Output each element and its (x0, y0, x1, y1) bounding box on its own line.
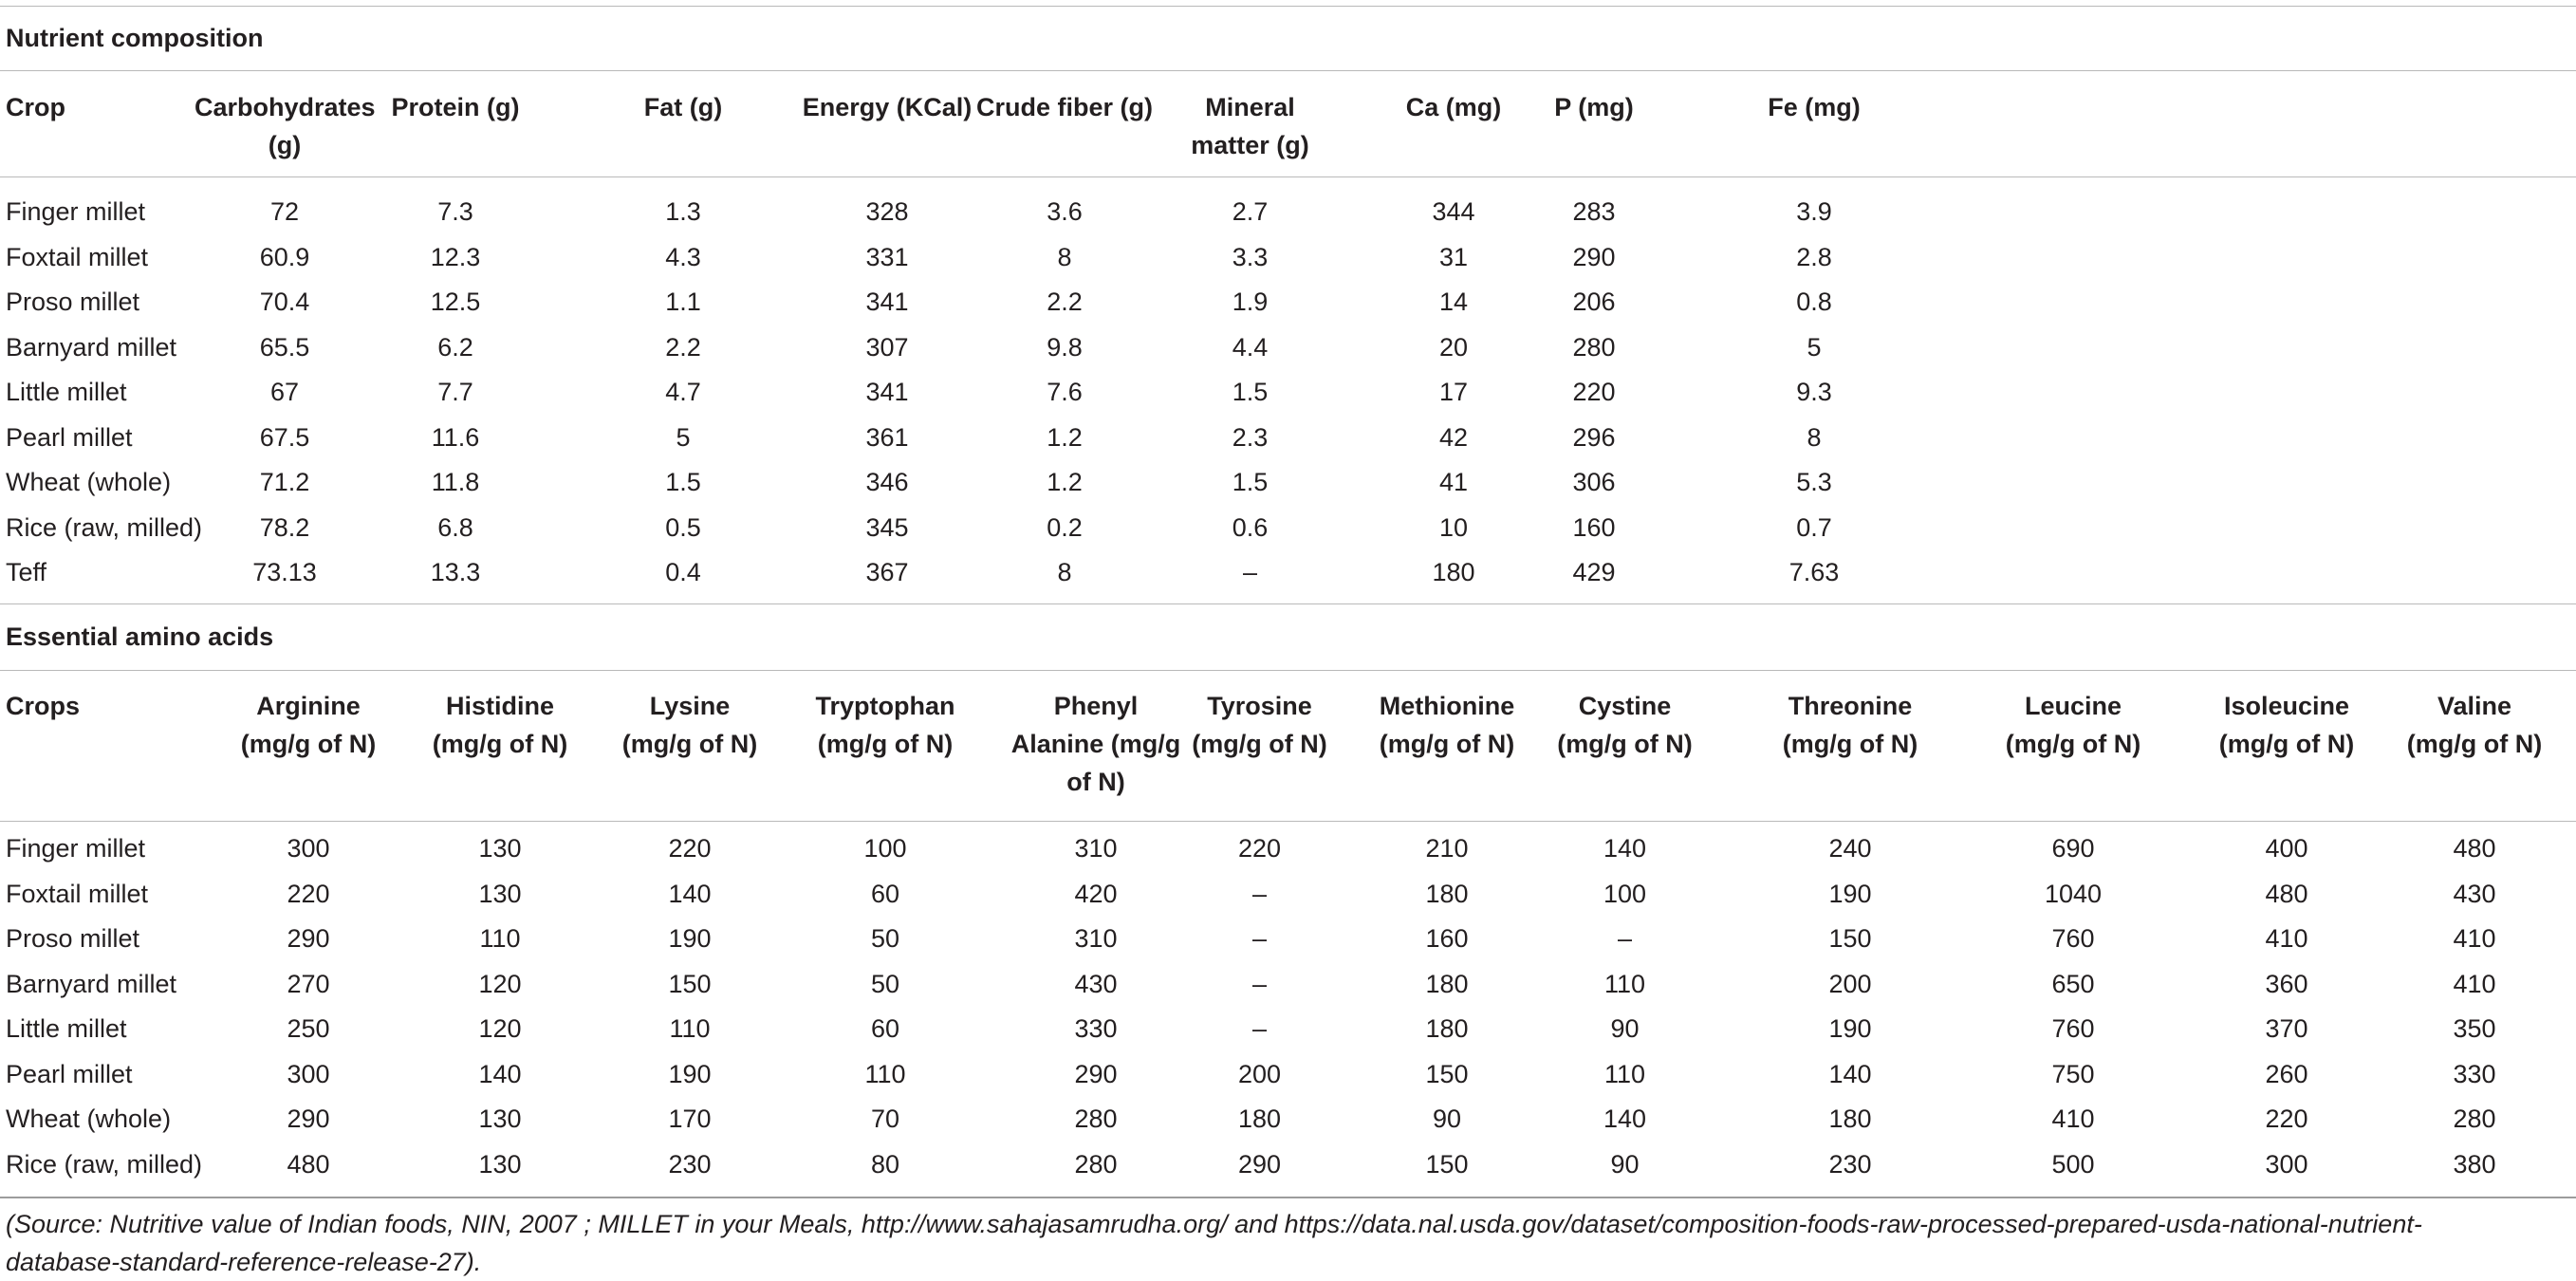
value-cell: 1.9 (1232, 288, 1269, 316)
value-cell: 50 (870, 969, 900, 998)
value-cell: 160 (1572, 512, 1616, 542)
value-cell: 296 (1572, 422, 1616, 452)
table-row (0, 550, 2576, 595)
value-cell: 10 (1438, 512, 1469, 542)
amino-header-line: Isoleucine (2223, 692, 2350, 720)
nutrient-section-title: Nutrient composition (6, 24, 264, 52)
table-row (0, 325, 2576, 370)
amino-header-line: Lysine (649, 692, 731, 720)
value-cell: 71.2 (259, 468, 310, 496)
value-cell: – (1242, 558, 1258, 586)
value-cell: 140 (1828, 1059, 1872, 1088)
value-cell: 4.4 (1232, 332, 1269, 362)
amino-header-line: (mg/g of N) (2406, 730, 2543, 758)
value-cell: 230 (668, 1149, 712, 1179)
value-cell: 5 (676, 422, 691, 452)
table-row (0, 190, 2576, 234)
amino-header-line: (mg/g of N) (2218, 730, 2355, 758)
value-cell: 9.3 (1796, 378, 1832, 406)
value-cell: – (1251, 969, 1268, 998)
value-cell: 2.7 (1232, 197, 1269, 226)
value-cell: – (1617, 924, 1633, 953)
value-cell: 41 (1438, 468, 1469, 496)
value-cell: 9.8 (1047, 332, 1083, 362)
value-cell: 307 (865, 332, 909, 362)
amino-header-4 (781, 687, 990, 763)
value-cell: 7.63 (1788, 558, 1840, 586)
value-cell: 140 (1603, 1105, 1647, 1133)
value-cell: 190 (668, 1059, 712, 1088)
crop-name-cell: Teff (6, 558, 47, 586)
amino-header-line: Leucine (2024, 692, 2122, 720)
value-cell: 100 (1603, 879, 1647, 908)
value-cell: 400 (2265, 834, 2308, 863)
value-cell: 346 (865, 468, 909, 496)
value-cell: 5.3 (1796, 468, 1832, 496)
value-cell: 1.3 (665, 197, 701, 226)
value-cell: 140 (1603, 834, 1647, 863)
value-cell: 410 (2453, 924, 2496, 953)
amino-header-11 (2187, 687, 2386, 763)
value-cell: 60.9 (259, 242, 310, 271)
value-cell: 12.3 (430, 242, 481, 271)
value-cell: 3.3 (1232, 242, 1269, 271)
divider-nutrient-title (0, 70, 2576, 71)
value-cell: 2.2 (1047, 288, 1083, 316)
value-cell: 344 (1432, 197, 1475, 226)
value-cell: 3.6 (1047, 197, 1083, 226)
amino-header-line: Methionine (1379, 692, 1515, 720)
value-cell: 300 (2265, 1149, 2308, 1179)
value-cell: – (1251, 924, 1268, 953)
value-cell: 1.5 (1232, 468, 1269, 496)
table-row (0, 962, 2576, 1007)
value-cell: 280 (1074, 1105, 1118, 1133)
amino-header-line: (mg/g of N) (1192, 730, 1327, 758)
value-cell: 290 (1074, 1059, 1118, 1088)
value-cell: 280 (1074, 1149, 1118, 1179)
amino-header-line: Phenyl (1053, 692, 1139, 720)
nutrient-header-line: matter (g) (1191, 131, 1309, 159)
nutrient-header-3 (588, 88, 778, 126)
table-row (0, 1097, 2576, 1142)
amino-header-1 (218, 687, 398, 763)
nutrient-header-line: Protein (g) (391, 93, 520, 121)
value-cell: 13.3 (430, 558, 481, 586)
value-cell: 2.2 (665, 332, 701, 362)
value-cell: 350 (2453, 1014, 2496, 1043)
value-cell: 345 (865, 512, 909, 542)
value-cell: 170 (668, 1105, 712, 1133)
nutrient-header-1 (195, 88, 375, 164)
crop-name-cell: Foxtail millet (6, 879, 149, 908)
value-cell: 410 (2265, 924, 2308, 953)
amino-header-line: (mg/g of N) (1782, 730, 1918, 758)
value-cell: 65.5 (259, 332, 310, 362)
value-cell: 250 (287, 1014, 330, 1043)
value-cell: 420 (1074, 879, 1118, 908)
table-row (0, 460, 2576, 505)
crop-name-cell: Wheat (whole) (6, 468, 172, 496)
value-cell: 190 (1828, 1014, 1872, 1043)
value-cell: 78.2 (259, 512, 310, 542)
value-cell: 220 (287, 879, 330, 908)
value-cell: 230 (1828, 1149, 1872, 1179)
amino-header-line: Threonine (1788, 692, 1913, 720)
amino-header-line: Valine (2437, 692, 2512, 720)
nutrient-header-line: Mineral (1205, 93, 1295, 121)
value-cell: 8 (1807, 422, 1822, 452)
value-cell: 11.6 (431, 422, 480, 452)
amino-section-title: Essential amino acids (6, 622, 274, 651)
value-cell: 310 (1074, 924, 1118, 953)
divider-section (0, 603, 2576, 604)
crop-name-cell: Wheat (whole) (6, 1105, 172, 1133)
value-cell: 410 (2453, 969, 2496, 998)
value-cell: 1.2 (1047, 468, 1083, 496)
table-row (0, 416, 2576, 460)
table-row (0, 826, 2576, 871)
nutrient-header-6 (1153, 88, 1347, 164)
value-cell: 31 (1438, 242, 1469, 271)
amino-header-line: (mg/g of N) (1379, 730, 1515, 758)
value-cell: 130 (478, 1149, 522, 1179)
amino-header-line: (mg/g of N) (240, 730, 377, 758)
value-cell: 480 (2453, 834, 2496, 863)
value-cell: 110 (1603, 1059, 1646, 1088)
value-cell: 341 (865, 288, 909, 316)
amino-header-line: (mg/g of N) (2005, 730, 2141, 758)
nutrient-header-9 (1743, 88, 1885, 126)
value-cell: 750 (2051, 1059, 2095, 1088)
value-cell: 67.5 (259, 422, 310, 452)
crop-name-cell: Proso millet (6, 924, 140, 953)
divider-amino-title (0, 670, 2576, 671)
source-note-line-2: database-standard-reference-release-27). (6, 1248, 482, 1276)
divider-bottom (0, 1197, 2576, 1198)
value-cell: 240 (1828, 834, 1872, 863)
value-cell: 14 (1438, 288, 1469, 316)
amino-header-8 (1542, 687, 1708, 763)
value-cell: 300 (287, 834, 330, 863)
amino-header-5 (991, 687, 1200, 801)
value-cell: 690 (2051, 834, 2095, 863)
crop-name-cell: Finger millet (6, 197, 146, 226)
amino-header-9 (1755, 687, 1945, 763)
value-cell: 760 (2051, 924, 2095, 953)
value-cell: 7.3 (437, 197, 473, 226)
value-cell: 7.7 (437, 378, 473, 406)
amino-header-line: Tryptophan (815, 692, 955, 720)
table-row (0, 370, 2576, 415)
value-cell: 60 (870, 1014, 900, 1043)
value-cell: 310 (1074, 834, 1118, 863)
value-cell: 150 (1425, 1059, 1469, 1088)
value-cell: 110 (669, 1014, 711, 1043)
value-cell: 430 (1074, 969, 1118, 998)
crop-name-cell: Pearl millet (6, 422, 133, 452)
value-cell: 180 (1425, 879, 1469, 908)
value-cell: 220 (1572, 378, 1616, 406)
value-cell: 2.3 (1232, 422, 1269, 452)
amino-header-line: (mg/g of N) (817, 730, 954, 758)
value-cell: 290 (287, 924, 330, 953)
value-cell: 380 (2453, 1149, 2496, 1179)
amino-header-line: Arginine (256, 692, 361, 720)
amino-header-10 (1974, 687, 2173, 763)
source-note-line-1: (Source: Nutritive value of Indian foods, NIN, 2007 ; MILLET in your Meals, http://www.sahajasamrudha.org/ and https://data.nal.usda.gov/dataset/composition-foods-raw-processed-prepared-usda-national-nutrient- (6, 1210, 2422, 1238)
value-cell: 120 (478, 1014, 522, 1043)
value-cell: 150 (1828, 924, 1872, 953)
crop-name-cell: Pearl millet (6, 1059, 133, 1088)
value-cell: 0.6 (1232, 512, 1269, 542)
value-cell: 3.9 (1796, 197, 1832, 226)
value-cell: – (1251, 1014, 1268, 1043)
value-cell: 4.3 (665, 242, 701, 271)
value-cell: 6.8 (437, 512, 473, 542)
value-cell: 130 (478, 879, 522, 908)
value-cell: 760 (2051, 1014, 2095, 1043)
value-cell: 8 (1057, 558, 1072, 586)
value-cell: 370 (2265, 1014, 2308, 1043)
amino-header-line: (mg/g of N) (621, 730, 758, 758)
value-cell: 650 (2051, 969, 2095, 998)
value-cell: 0.2 (1047, 512, 1083, 542)
amino-header-line: Cystine (1578, 692, 1672, 720)
value-cell: 328 (865, 197, 909, 226)
value-cell: 150 (668, 969, 712, 998)
value-cell: 0.8 (1796, 288, 1832, 316)
nutrient-header-2 (361, 88, 550, 126)
value-cell: 90 (1432, 1105, 1462, 1133)
crop-name-cell: Finger millet (6, 834, 146, 863)
nutrient-header-4 (778, 88, 996, 126)
value-cell: 140 (668, 879, 712, 908)
amino-header-line: Crops (6, 692, 81, 720)
value-cell: 72 (269, 197, 300, 226)
value-cell: 500 (2051, 1149, 2095, 1179)
value-cell: 430 (2453, 879, 2496, 908)
value-cell: 1.1 (665, 288, 701, 316)
value-cell: 330 (1074, 1014, 1118, 1043)
source-note (6, 1205, 2567, 1281)
value-cell: 70 (870, 1105, 900, 1133)
amino-header-6 (1177, 687, 1343, 763)
value-cell: 70.4 (259, 288, 310, 316)
value-cell: 5 (1807, 332, 1822, 362)
nutrient-header-line: P (mg) (1554, 93, 1634, 121)
value-cell: 90 (1610, 1149, 1640, 1179)
value-cell: 180 (1432, 558, 1475, 586)
value-cell: 206 (1572, 288, 1616, 316)
table-row (0, 235, 2576, 280)
value-cell: 4.7 (665, 378, 701, 406)
nutrient-header-line: Carbohydrates (195, 93, 376, 121)
divider-top (0, 6, 2576, 7)
value-cell: 100 (863, 834, 907, 863)
value-cell: 260 (2265, 1059, 2308, 1088)
amino-header-line: Tyrosine (1207, 692, 1312, 720)
nutrient-header-line: Fat (g) (643, 93, 723, 121)
crop-name-cell: Little millet (6, 378, 127, 406)
amino-header-3 (595, 687, 785, 763)
value-cell: 20 (1438, 332, 1469, 362)
value-cell: 1.5 (1232, 378, 1269, 406)
value-cell: 17 (1438, 378, 1469, 406)
value-cell: 1.5 (665, 468, 701, 496)
value-cell: 140 (478, 1059, 522, 1088)
value-cell: 130 (478, 834, 522, 863)
amino-header-0 (6, 687, 214, 725)
value-cell: 480 (287, 1149, 330, 1179)
value-cell: 410 (2051, 1105, 2095, 1133)
value-cell: 120 (478, 969, 522, 998)
value-cell: 150 (1425, 1149, 1469, 1179)
amino-header-line: Alanine (mg/g (1010, 730, 1181, 758)
value-cell: 283 (1572, 197, 1616, 226)
value-cell: 220 (1237, 834, 1282, 863)
value-cell: 73.13 (252, 558, 317, 586)
value-cell: 80 (870, 1149, 900, 1179)
table-row (0, 917, 2576, 961)
nutrient-header-line: Crude fiber (g) (976, 93, 1153, 121)
value-cell: – (1251, 879, 1268, 908)
amino-header-line: of N) (1066, 768, 1125, 796)
value-cell: 6.2 (437, 332, 473, 362)
value-cell: 7.6 (1047, 378, 1083, 406)
value-cell: 110 (864, 1059, 906, 1088)
nutrient-header-line: Crop (6, 93, 65, 121)
value-cell: 90 (1610, 1014, 1640, 1043)
value-cell: 280 (1572, 332, 1616, 362)
value-cell: 290 (287, 1105, 330, 1133)
value-cell: 67 (269, 378, 300, 406)
value-cell: 60 (870, 879, 900, 908)
table-row (0, 506, 2576, 550)
value-cell: 0.7 (1796, 512, 1832, 542)
table-row (0, 1052, 2576, 1097)
value-cell: 8 (1057, 242, 1072, 271)
nutrient-header-line: Fe (mg) (1768, 93, 1861, 121)
divider-amino-header (0, 821, 2576, 822)
value-cell: 180 (1828, 1105, 1872, 1133)
value-cell: 50 (870, 924, 900, 953)
value-cell: 0.5 (665, 512, 701, 542)
amino-header-line: Histidine (445, 692, 554, 720)
value-cell: 341 (865, 378, 909, 406)
value-cell: 361 (865, 422, 909, 452)
crop-name-cell: Rice (raw, milled) (6, 512, 203, 542)
value-cell: 42 (1438, 422, 1469, 452)
crop-name-cell: Little millet (6, 1014, 127, 1043)
value-cell: 210 (1425, 834, 1469, 863)
value-cell: 130 (478, 1105, 522, 1133)
amino-header-12 (2380, 687, 2569, 763)
value-cell: 110 (479, 924, 521, 953)
table-row (0, 1142, 2576, 1187)
value-cell: 190 (668, 924, 712, 953)
value-cell: 220 (668, 834, 712, 863)
crop-name-cell: Barnyard millet (6, 969, 177, 998)
value-cell: 180 (1425, 969, 1469, 998)
amino-header-2 (405, 687, 595, 763)
value-cell: 190 (1828, 879, 1872, 908)
value-cell: 180 (1237, 1105, 1282, 1133)
nutrient-header-line: Energy (KCal) (802, 93, 973, 121)
value-cell: 12.5 (430, 288, 481, 316)
value-cell: 110 (1603, 969, 1646, 998)
value-cell: 1040 (2044, 879, 2103, 908)
value-cell: 11.8 (431, 468, 480, 496)
nutrient-header-0 (6, 88, 205, 126)
nutrient-header-8 (1513, 88, 1675, 126)
value-cell: 2.8 (1796, 242, 1832, 271)
value-cell: 330 (2453, 1059, 2496, 1088)
value-cell: 367 (865, 558, 909, 586)
amino-header-7 (1352, 687, 1542, 763)
table-row (0, 872, 2576, 917)
value-cell: 220 (2265, 1105, 2308, 1133)
crop-name-cell: Proso millet (6, 288, 140, 316)
value-cell: 360 (2265, 969, 2308, 998)
nutrient-header-line: Ca (mg) (1405, 93, 1502, 121)
value-cell: 180 (1425, 1014, 1469, 1043)
value-cell: 280 (2453, 1105, 2496, 1133)
value-cell: 300 (287, 1059, 330, 1088)
value-cell: 0.4 (665, 558, 701, 586)
value-cell: 331 (865, 242, 909, 271)
crop-name-cell: Foxtail millet (6, 242, 149, 271)
amino-header-line: (mg/g of N) (1557, 730, 1693, 758)
value-cell: 200 (1828, 969, 1872, 998)
value-cell: 480 (2265, 879, 2308, 908)
table-row (0, 1007, 2576, 1051)
nutrient-header-5 (970, 88, 1159, 126)
divider-nutrient-header (0, 176, 2576, 177)
value-cell: 429 (1572, 558, 1616, 586)
value-cell: 290 (1572, 242, 1616, 271)
amino-header-line: (mg/g of N) (432, 730, 568, 758)
crop-name-cell: Rice (raw, milled) (6, 1149, 203, 1179)
value-cell: 160 (1425, 924, 1469, 953)
nutrient-header-line: (g) (268, 131, 302, 159)
crop-name-cell: Barnyard millet (6, 332, 177, 362)
table-row (0, 280, 2576, 325)
value-cell: 270 (287, 969, 330, 998)
value-cell: 306 (1572, 468, 1616, 496)
value-cell: 200 (1237, 1059, 1282, 1088)
value-cell: 290 (1237, 1149, 1282, 1179)
value-cell: 1.2 (1047, 422, 1083, 452)
